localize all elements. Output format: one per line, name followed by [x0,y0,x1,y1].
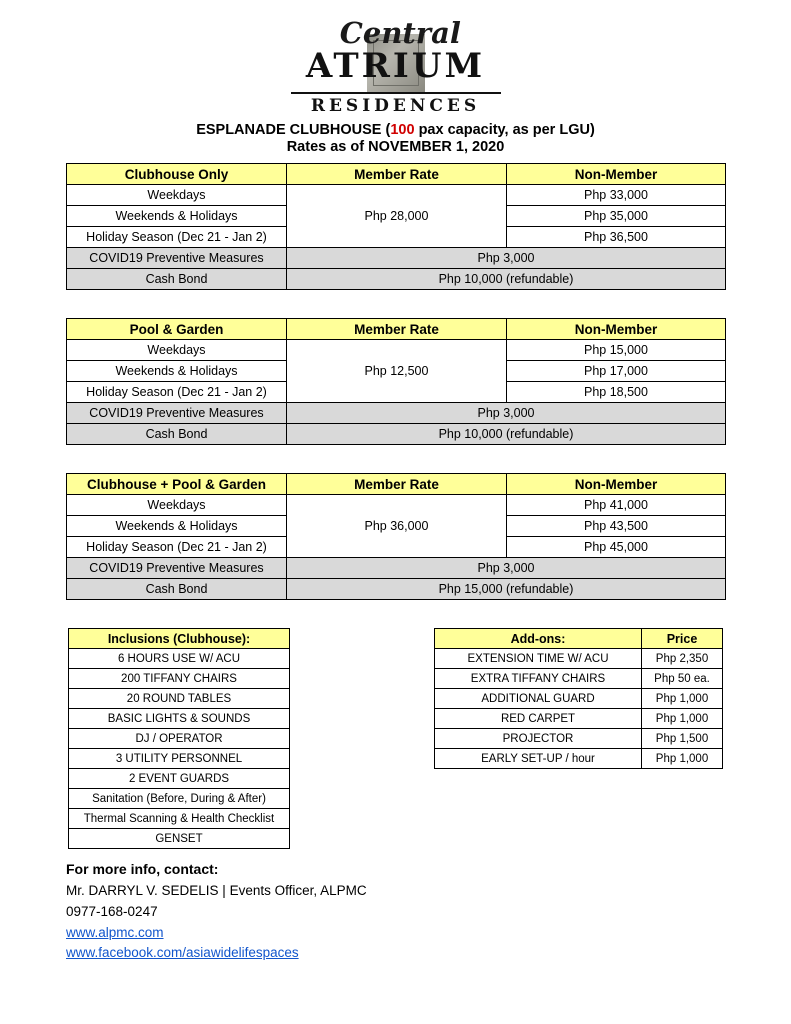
logo-divider [291,92,501,94]
contact-heading: For more info, contact: [66,861,219,877]
table-header-row [69,629,290,649]
table-row [67,185,726,206]
table-header-row [435,629,723,649]
table-row-cash-bond [67,424,726,445]
row-label: COVID19 Preventive Measures [67,558,287,579]
list-item [69,649,290,669]
table-header-row [67,474,726,495]
table-row [435,669,723,689]
row-label: Weekends & Holidays [67,516,287,537]
list-item [69,689,290,709]
list-item [69,709,290,729]
contact-block [66,859,725,964]
column-header-nonmember: Non-Member [507,474,726,495]
facebook-link[interactable]: www.facebook.com/asiawidelifespaces [66,945,299,961]
addon-name: EXTRA TIFFANY CHAIRS [435,669,642,689]
cash-bond-value: Php 10,000 (refundable) [287,269,726,290]
page-subtitle: Rates as of NOVEMBER 1, 2020 [286,139,505,155]
member-rate-value: Php 12,500 [287,340,507,403]
addon-price: Php 1,000 [642,689,723,709]
contact-phone: 0977-168-0247 [66,903,158,919]
inclusion-item: 6 HOURS USE W/ ACU [69,649,290,669]
column-header-member: Member Rate [287,474,507,495]
brand-logo [276,16,516,116]
inclusion-item: 20 ROUND TABLES [69,689,290,709]
inclusion-item: 2 EVENT GUARDS [69,769,290,789]
member-rate-value: Php 28,000 [287,185,507,248]
nonmember-rate-value: Php 15,000 [507,340,726,361]
row-label: Cash Bond [67,579,287,600]
column-header-nonmember: Non-Member [507,319,726,340]
row-label: Cash Bond [67,424,287,445]
list-item [69,729,290,749]
page-title [66,122,725,138]
addon-name: RED CARPET [435,709,642,729]
addon-name: EARLY SET-UP / hour [435,749,642,769]
table-header-row [67,164,726,185]
column-header-member: Member Rate [287,164,507,185]
covid-value: Php 3,000 [287,403,726,424]
addon-price: Php 1,500 [642,729,723,749]
page-title-pax: 100 [390,122,415,138]
covid-value: Php 3,000 [287,558,726,579]
logo-residences-text: RESIDENCES [310,96,481,116]
website-link[interactable]: www.alpmc.com [66,924,164,940]
list-item [69,789,290,809]
addon-name: PROJECTOR [435,729,642,749]
column-header-category: Clubhouse Only [67,164,287,185]
column-header-member: Member Rate [287,319,507,340]
row-label: Weekdays [67,340,287,361]
contact-person: Mr. DARRYL V. SEDELIS | Events Officer, ALPMC [66,882,367,898]
inclusion-item: 200 TIFFANY CHAIRS [69,669,290,689]
table-row [435,689,723,709]
inclusions-header: Inclusions (Clubhouse): [69,629,290,649]
row-label: Weekdays [67,495,287,516]
inclusion-item: BASIC LIGHTS & SOUNDS [69,709,290,729]
table-row [435,709,723,729]
page-title-prefix: ESPLANADE CLUBHOUSE ( [196,122,391,138]
row-label: Weekends & Holidays [67,361,287,382]
table-row-cash-bond [67,579,726,600]
nonmember-rate-value: Php 41,000 [507,495,726,516]
column-header-nonmember: Non-Member [507,164,726,185]
rate-table-clubhouse-pool-garden [66,473,726,600]
logo-central-text: Central [339,16,461,50]
row-label: Holiday Season (Dec 21 - Jan 2) [67,382,287,403]
nonmember-rate-value: Php 45,000 [507,537,726,558]
addon-name: ADDITIONAL GUARD [435,689,642,709]
logo-atrium-text: ATRIUM [305,46,486,86]
list-item [69,669,290,689]
inclusions-table [68,628,290,849]
nonmember-rate-value: Php 18,500 [507,382,726,403]
list-item [69,749,290,769]
inclusion-item: 3 UTILITY PERSONNEL [69,749,290,769]
rate-table-pool-garden [66,318,726,445]
row-label: Weekends & Holidays [67,206,287,227]
lower-tables [66,628,725,849]
column-header-category: Pool & Garden [67,319,287,340]
nonmember-rate-value: Php 43,500 [507,516,726,537]
addons-header-name: Add-ons: [435,629,642,649]
inclusion-item: DJ / OPERATOR [69,729,290,749]
addon-price: Php 2,350 [642,649,723,669]
table-row-covid [67,248,726,269]
row-label: Holiday Season (Dec 21 - Jan 2) [67,537,287,558]
inclusion-item: GENSET [69,829,290,849]
table-row-cash-bond [67,269,726,290]
page-title-suffix: pax capacity, as per LGU) [414,122,595,138]
nonmember-rate-value: Php 33,000 [507,185,726,206]
list-item [69,829,290,849]
inclusion-item: Thermal Scanning & Health Checklist [69,809,290,829]
inclusion-item: Sanitation (Before, During & After) [69,789,290,809]
table-row [435,649,723,669]
row-label: COVID19 Preventive Measures [67,403,287,424]
row-label: COVID19 Preventive Measures [67,248,287,269]
nonmember-rate-value: Php 35,000 [507,206,726,227]
addon-name: EXTENSION TIME W/ ACU [435,649,642,669]
list-item [69,809,290,829]
table-row-covid [67,558,726,579]
covid-value: Php 3,000 [287,248,726,269]
table-row-covid [67,403,726,424]
table-row [435,749,723,769]
addon-price: Php 1,000 [642,709,723,729]
table-header-row [67,319,726,340]
column-header-category: Clubhouse + Pool & Garden [67,474,287,495]
table-row [67,340,726,361]
table-row [67,495,726,516]
addons-header-price: Price [642,629,723,649]
row-label: Holiday Season (Dec 21 - Jan 2) [67,227,287,248]
addons-table [434,628,723,769]
list-item [69,769,290,789]
rate-table-clubhouse-only [66,163,726,290]
member-rate-value: Php 36,000 [287,495,507,558]
addon-price: Php 1,000 [642,749,723,769]
cash-bond-value: Php 15,000 (refundable) [287,579,726,600]
cash-bond-value: Php 10,000 (refundable) [287,424,726,445]
nonmember-rate-value: Php 17,000 [507,361,726,382]
logo-block [66,16,725,116]
addon-price: Php 50 ea. [642,669,723,689]
nonmember-rate-value: Php 36,500 [507,227,726,248]
table-row [435,729,723,749]
row-label: Cash Bond [67,269,287,290]
row-label: Weekdays [67,185,287,206]
